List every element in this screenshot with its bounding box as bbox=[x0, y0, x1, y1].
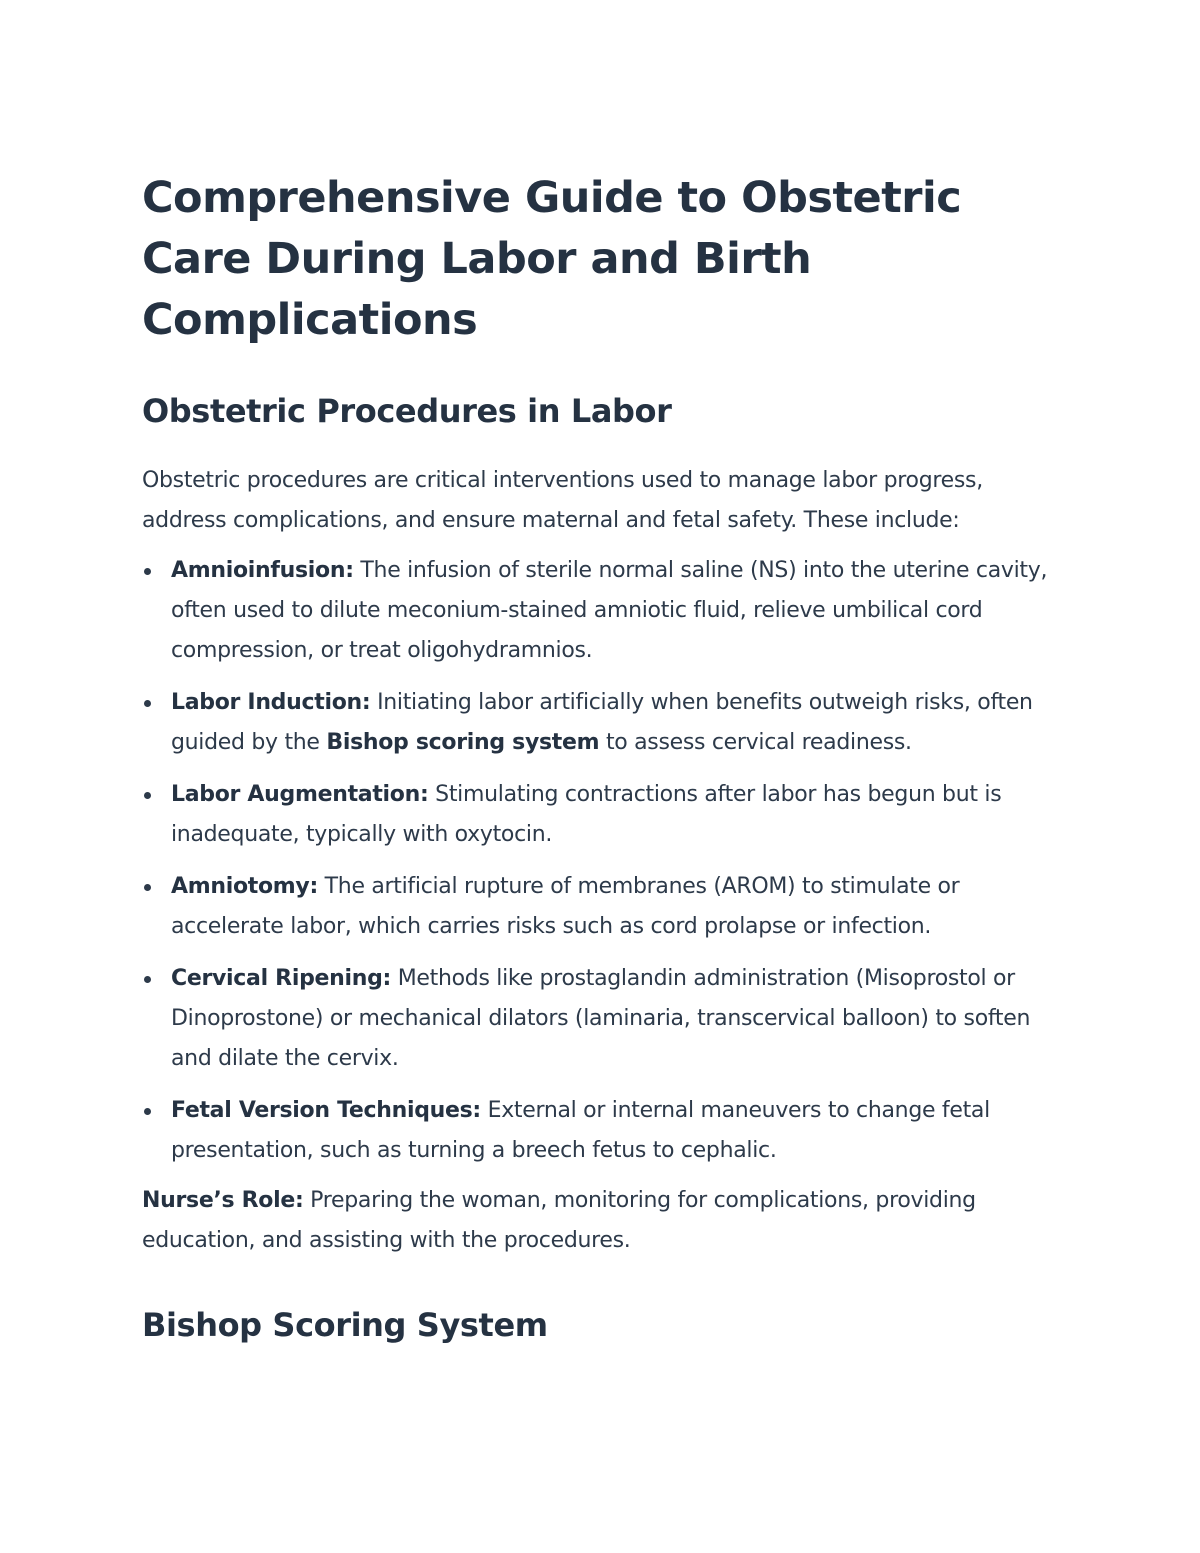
list-item-fetal-version bbox=[142, 1091, 1067, 1171]
item-text: Methods like prostaglandin administration (Misoprostol or Dinoprostone) or mechanical dilators (laminaria, transcervical balloon) to soften and dilate the cervix. bbox=[171, 966, 1031, 1071]
item-term: Labor Augmentation: bbox=[171, 782, 429, 807]
bullet-icon bbox=[144, 1108, 151, 1115]
bullet-icon bbox=[144, 792, 151, 799]
item-term: Amniotomy: bbox=[171, 874, 318, 899]
list-item-labor-augmentation bbox=[142, 775, 1067, 855]
bullet-icon bbox=[144, 976, 151, 983]
item-text: External or internal maneuvers to change fetal presentation, such as turning a breech fetus to cephalic. bbox=[171, 1098, 990, 1163]
nurse-role-paragraph bbox=[142, 1181, 1067, 1261]
item-term: Fetal Version Techniques: bbox=[171, 1098, 481, 1123]
list-item-cervical-ripening bbox=[142, 959, 1067, 1079]
item-text: to assess cervical readiness. bbox=[599, 730, 912, 755]
page-title: Comprehensive Guide to Obstetric Care During Labor and Birth Complications bbox=[142, 173, 962, 345]
intro-paragraph: Obstetric procedures are critical interventions used to manage labor progress, address complications, and ensure maternal and fetal safety. These include: bbox=[142, 468, 983, 533]
section-heading-obstetric-procedures: Obstetric Procedures in Labor bbox=[142, 392, 672, 430]
list-item-amniotomy bbox=[142, 867, 1067, 947]
procedures-list bbox=[142, 551, 1067, 1171]
item-term: Labor Induction: bbox=[171, 690, 371, 715]
item-term: Amnioinfusion: bbox=[171, 558, 354, 583]
bishop-scoring-emphasis: Bishop scoring system bbox=[326, 730, 600, 755]
bullet-icon bbox=[144, 884, 151, 891]
nurse-role-text: Preparing the woman, monitoring for complications, providing education, and assisting with the procedures. bbox=[142, 1188, 976, 1253]
document-page bbox=[142, 168, 1067, 1345]
item-text: Initiating labor artificially when benefits outweigh risks, often guided by the bbox=[171, 690, 1033, 755]
nurse-role-label: Nurse’s Role: bbox=[142, 1188, 304, 1213]
bullet-icon bbox=[144, 700, 151, 707]
item-text: Stimulating contractions after labor has begun but is inadequate, typically with oxytocin. bbox=[171, 782, 1002, 847]
section-heading-bishop-scoring: Bishop Scoring System bbox=[142, 1306, 548, 1344]
item-term: Cervical Ripening: bbox=[171, 966, 392, 991]
list-item-amnioinfusion bbox=[142, 551, 1067, 671]
list-item-labor-induction bbox=[142, 683, 1067, 763]
bullet-icon bbox=[144, 568, 151, 575]
item-text: The artificial rupture of membranes (AROM) to stimulate or accelerate labor, which carries risks such as cord prolapse or infection. bbox=[171, 874, 960, 939]
item-text: The infusion of sterile normal saline (NS) into the uterine cavity, often used to dilute meconium-stained amniotic fluid, relieve umbilical cord compression, or treat oligohydramnios. bbox=[171, 558, 1048, 663]
